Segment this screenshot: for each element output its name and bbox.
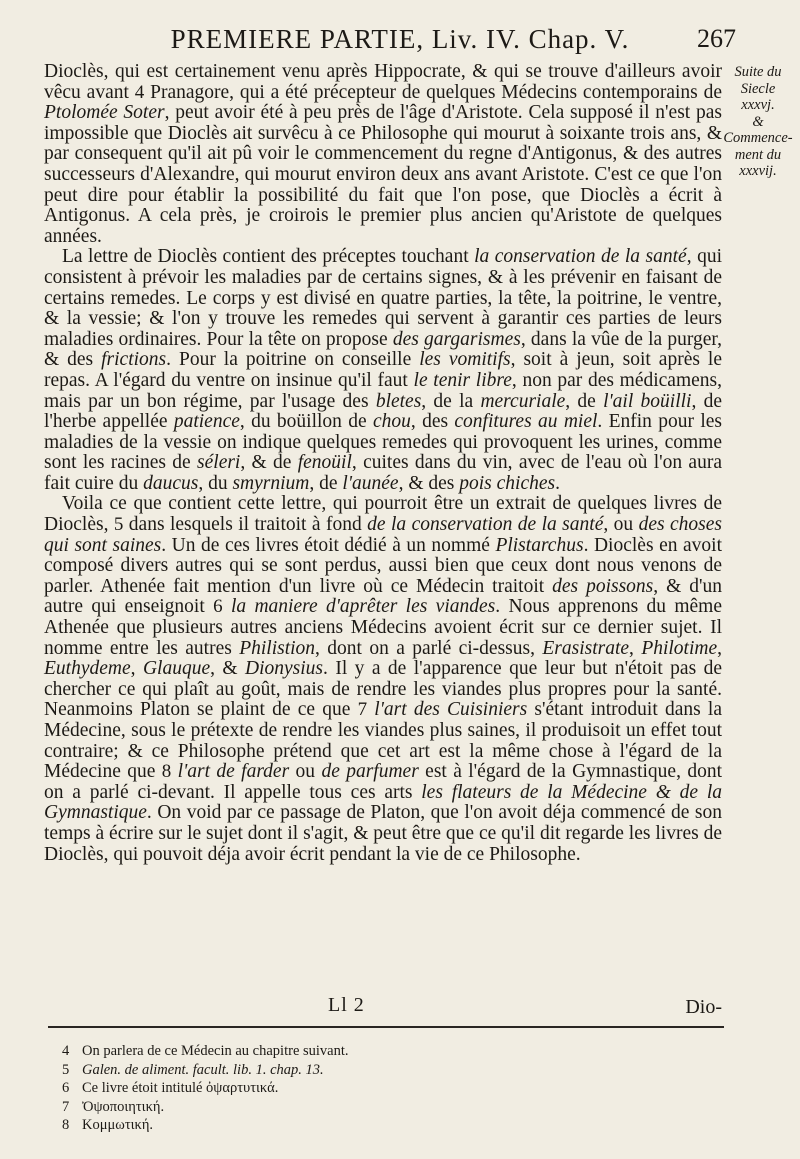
text-run: , du boüillon de	[239, 411, 373, 433]
italic-run: Philistion	[239, 637, 316, 659]
italic-run: le tenir libre	[413, 369, 512, 391]
margin-note-line: xxxvj.	[741, 97, 775, 113]
italic-run: l'art des Cuisiniers	[374, 699, 528, 721]
text-run: s'étant introduit dans la Médecine, sous le prétexte de rendre les viandes plus saines, il produisoit un effet tout contraire; & ce Philosophe prétend que cet art est la même chose à l'égard de la Médecine que	[44, 699, 722, 783]
italic-run: de la conservation de la santé	[367, 514, 604, 536]
italic-run: l'ail boüilli	[603, 390, 692, 412]
italic-run: smyrnium	[232, 472, 310, 494]
text-run: dans lesquels il traitoit à fond	[123, 514, 368, 536]
text-run: , du	[198, 472, 233, 494]
text-run: , de	[565, 390, 604, 412]
footnote-number: 8	[62, 1117, 70, 1134]
text-run: . Enfin pour les maladies de la vessie on indique quelques remedes qui provoquent les urines, comme sont les racines de	[44, 411, 722, 474]
running-head: PREMIERE PARTIE, Liv. IV. Chap. V.	[170, 24, 630, 54]
italic-run: frictions	[101, 349, 167, 371]
text-run: , & d'un autre qui enseignoit	[44, 575, 723, 618]
footnote-ref: 5	[113, 514, 124, 536]
italic-run: mercuriale	[480, 390, 566, 412]
margin-note-line: xxxvij.	[739, 163, 777, 179]
footnote	[62, 1079, 702, 1098]
italic-run: fenoüil	[297, 452, 352, 474]
italic-run: l'art de farder	[177, 761, 290, 783]
text-run: . Dioclès en avoit composé divers autres qui se sont perdus, aussi bien que ceux dont nous venons de parler. Athenée fait mention d'un livre où ce Médecin traitoit	[44, 534, 722, 597]
text-run: , de	[309, 472, 343, 494]
page-header	[40, 24, 736, 58]
footnote-number: 6	[62, 1080, 70, 1097]
text-run: , non par des médicamens, mais par un bon régime, par l'usage des	[44, 369, 722, 412]
margin-note-line: Suite du	[734, 64, 782, 80]
italic-run: de parfumer	[321, 761, 419, 783]
text-run: est à l'égard de la Gymnastique, dont on a parlé ci-devant. Il appelle tous ces arts	[44, 761, 722, 803]
footnote-text: Κομμωτική.	[82, 1117, 154, 1134]
italic-run: l'aunée	[342, 472, 399, 494]
footnote	[62, 1098, 702, 1117]
signature-mark: Ll 2	[328, 994, 365, 1016]
italic-run: des gargarismes	[392, 328, 521, 350]
italic-run: bletes	[375, 390, 422, 412]
text-run: , des	[410, 411, 455, 433]
text-run: ou	[289, 761, 322, 783]
italic-run: Glauque	[142, 658, 211, 680]
italic-run: Euthydeme	[44, 658, 131, 680]
text-run: , & de	[240, 452, 298, 474]
text-run: , de l'herbe appellée	[44, 390, 722, 433]
footnote-text: Galen. de aliment. facult. lib. 1. chap. 13.	[82, 1061, 324, 1078]
margin-note-line: & Commence-	[723, 113, 793, 146]
body-text	[44, 62, 722, 865]
paragraph-3	[44, 494, 722, 865]
text-run	[223, 596, 231, 617]
text-run: , cuites dans du vin, avec de l'eau où l'on aura fait cuire du	[44, 452, 722, 494]
text-run: , qui consistent à prévoir les maladies par de certains signes, & à les prévenir en faisant de certains remedes. Le corps y est divisé en quatre parties, la tête, la poitrine, le ventre, & la vessie; & l'on y trouve les remedes qui servent à garantir ces parties de leurs maladies ordinaires. Pour la tête on propose	[44, 246, 723, 350]
italic-run: les vomitifs	[419, 349, 511, 371]
italic-run: la maniere d'aprêter les viandes	[230, 596, 496, 618]
text-run: Voila ce que contient cette lettre, qui pourroit être un extrait de quelques livres de Dioclès,	[44, 493, 722, 536]
text-run: . On void par ce passage de Platon, que l'on avoit déja commencé de son temps à écrire sur le sujet dont il s'agit, & peut être que ce qu'il dit regarde les livres de Dioclès, qui pouvoit déja avoir écrit pendant la vie de ce Philosophe.	[44, 802, 722, 865]
paragraph-1	[44, 62, 722, 247]
italic-run: les flateurs de la Médecine & de la Gymnastique	[44, 781, 723, 824]
text-run: , & des	[398, 472, 460, 494]
text-run: ,	[717, 637, 723, 659]
italic-run: des choses qui sont saines	[44, 514, 723, 556]
italic-run: séleri	[197, 452, 241, 474]
text-run: ,	[130, 658, 143, 680]
text-run: . Un de ces livres étoit dédié à un nommé	[161, 534, 496, 556]
footnote	[62, 1061, 702, 1080]
footnote-text: On parlera de ce Médecin au chapitre suivant.	[82, 1043, 349, 1059]
text-run: Dioclès, qui est certainement venu après Hippocrate, & qui se trouve d'ailleurs avoir vêcu avant	[44, 61, 722, 103]
footnote-rule	[48, 1026, 724, 1028]
footnote-number: 7	[62, 1098, 70, 1115]
italic-run: chou	[372, 411, 411, 433]
text-run: , de la	[421, 390, 481, 412]
italic-run: daucus	[143, 472, 199, 494]
italic-run: Dionysius	[245, 658, 324, 680]
text-run: Pranagore, qui a été précepteur de quelques Médecins contemporains de	[144, 81, 722, 103]
italic-run: Philotime	[641, 637, 718, 659]
italic-run: patience	[173, 411, 240, 433]
margin-note-line: ment du	[734, 146, 782, 163]
footnote-text: Ὀψοποιητική.	[82, 1098, 165, 1115]
italic-run: des poissons	[552, 575, 654, 597]
italic-run: confitures au miel	[454, 411, 598, 433]
text-run: . Pour la poitrine on conseille	[166, 349, 420, 371]
italic-run: Ptolomée Soter	[44, 102, 165, 124]
margin-note	[722, 64, 794, 180]
italic-run: Plistarchus	[495, 534, 584, 556]
footnote-ref: 8	[161, 761, 172, 783]
paragraph-2	[44, 247, 722, 494]
margin-note-line: Siecle	[740, 80, 776, 97]
italic-run: pois chiches	[459, 472, 556, 494]
catchword: Dio-	[685, 996, 722, 1018]
text-run: , dont on a parlé ci-dessus,	[315, 637, 543, 659]
text-run: , dans la vûe de la purger, & des	[44, 328, 723, 371]
footnotes	[62, 1042, 702, 1135]
text-run: , soit à jeun, soit après le repas. A l'égard du ventre on insinue qu'il faut	[44, 349, 722, 391]
footnote-number: 5	[62, 1061, 70, 1078]
text-run: . Nous apprenons du même Athenée que plusieurs autres anciens Médecins avoient écrit sur ce dernier sujet. Il nomme entre les autres	[44, 596, 723, 659]
italic-run: Erasistrate	[542, 637, 630, 659]
footnote-ref: 4	[134, 81, 145, 103]
text-run: ,	[629, 637, 642, 659]
page-number: 267	[697, 24, 736, 53]
text-run: , peut avoir été à peu près de l'âge d'Aristote. Cela supposé il n'est pas impossible que Dioclès ait survêcu à ce Philosophe qui mourut à soixante trois ans, & par consequent qu'il ait pû voir le commencement du regne d'Antigonus, & des autres successeurs d'Alexandre, qui mourut environ deux ans avant Aristote. C'est ce que l'on peut dire pour établir la possibilité du fait que l'on pose, que Dioclès a écrit à Antigonus. A cela près, je croirois le premier plus ancien qu'Aristote de quelques années.	[44, 102, 722, 247]
text-run: .	[555, 472, 560, 494]
footnote-number: 4	[62, 1043, 70, 1059]
text-run: , ou	[603, 514, 639, 536]
footnote-text: Ce livre étoit intitulé ὀψαρτυτικά.	[82, 1080, 279, 1097]
footnote	[62, 1116, 702, 1135]
italic-run: la conservation de la santé	[474, 246, 687, 268]
footnote-ref: 6	[213, 596, 223, 618]
footnote-ref: 7	[357, 699, 368, 721]
text-run: , &	[210, 658, 246, 680]
text-run: . Il y a de l'apparence que leur but n'étoit pas de chercher ce qui plaît au goût, mais de rendre les viandes plus propres pour la santé. Neanmoins Platon se plaint de ce que	[44, 658, 722, 721]
footnote	[62, 1042, 702, 1061]
text-run: La lettre de Dioclès contient des préceptes touchant	[62, 246, 475, 268]
